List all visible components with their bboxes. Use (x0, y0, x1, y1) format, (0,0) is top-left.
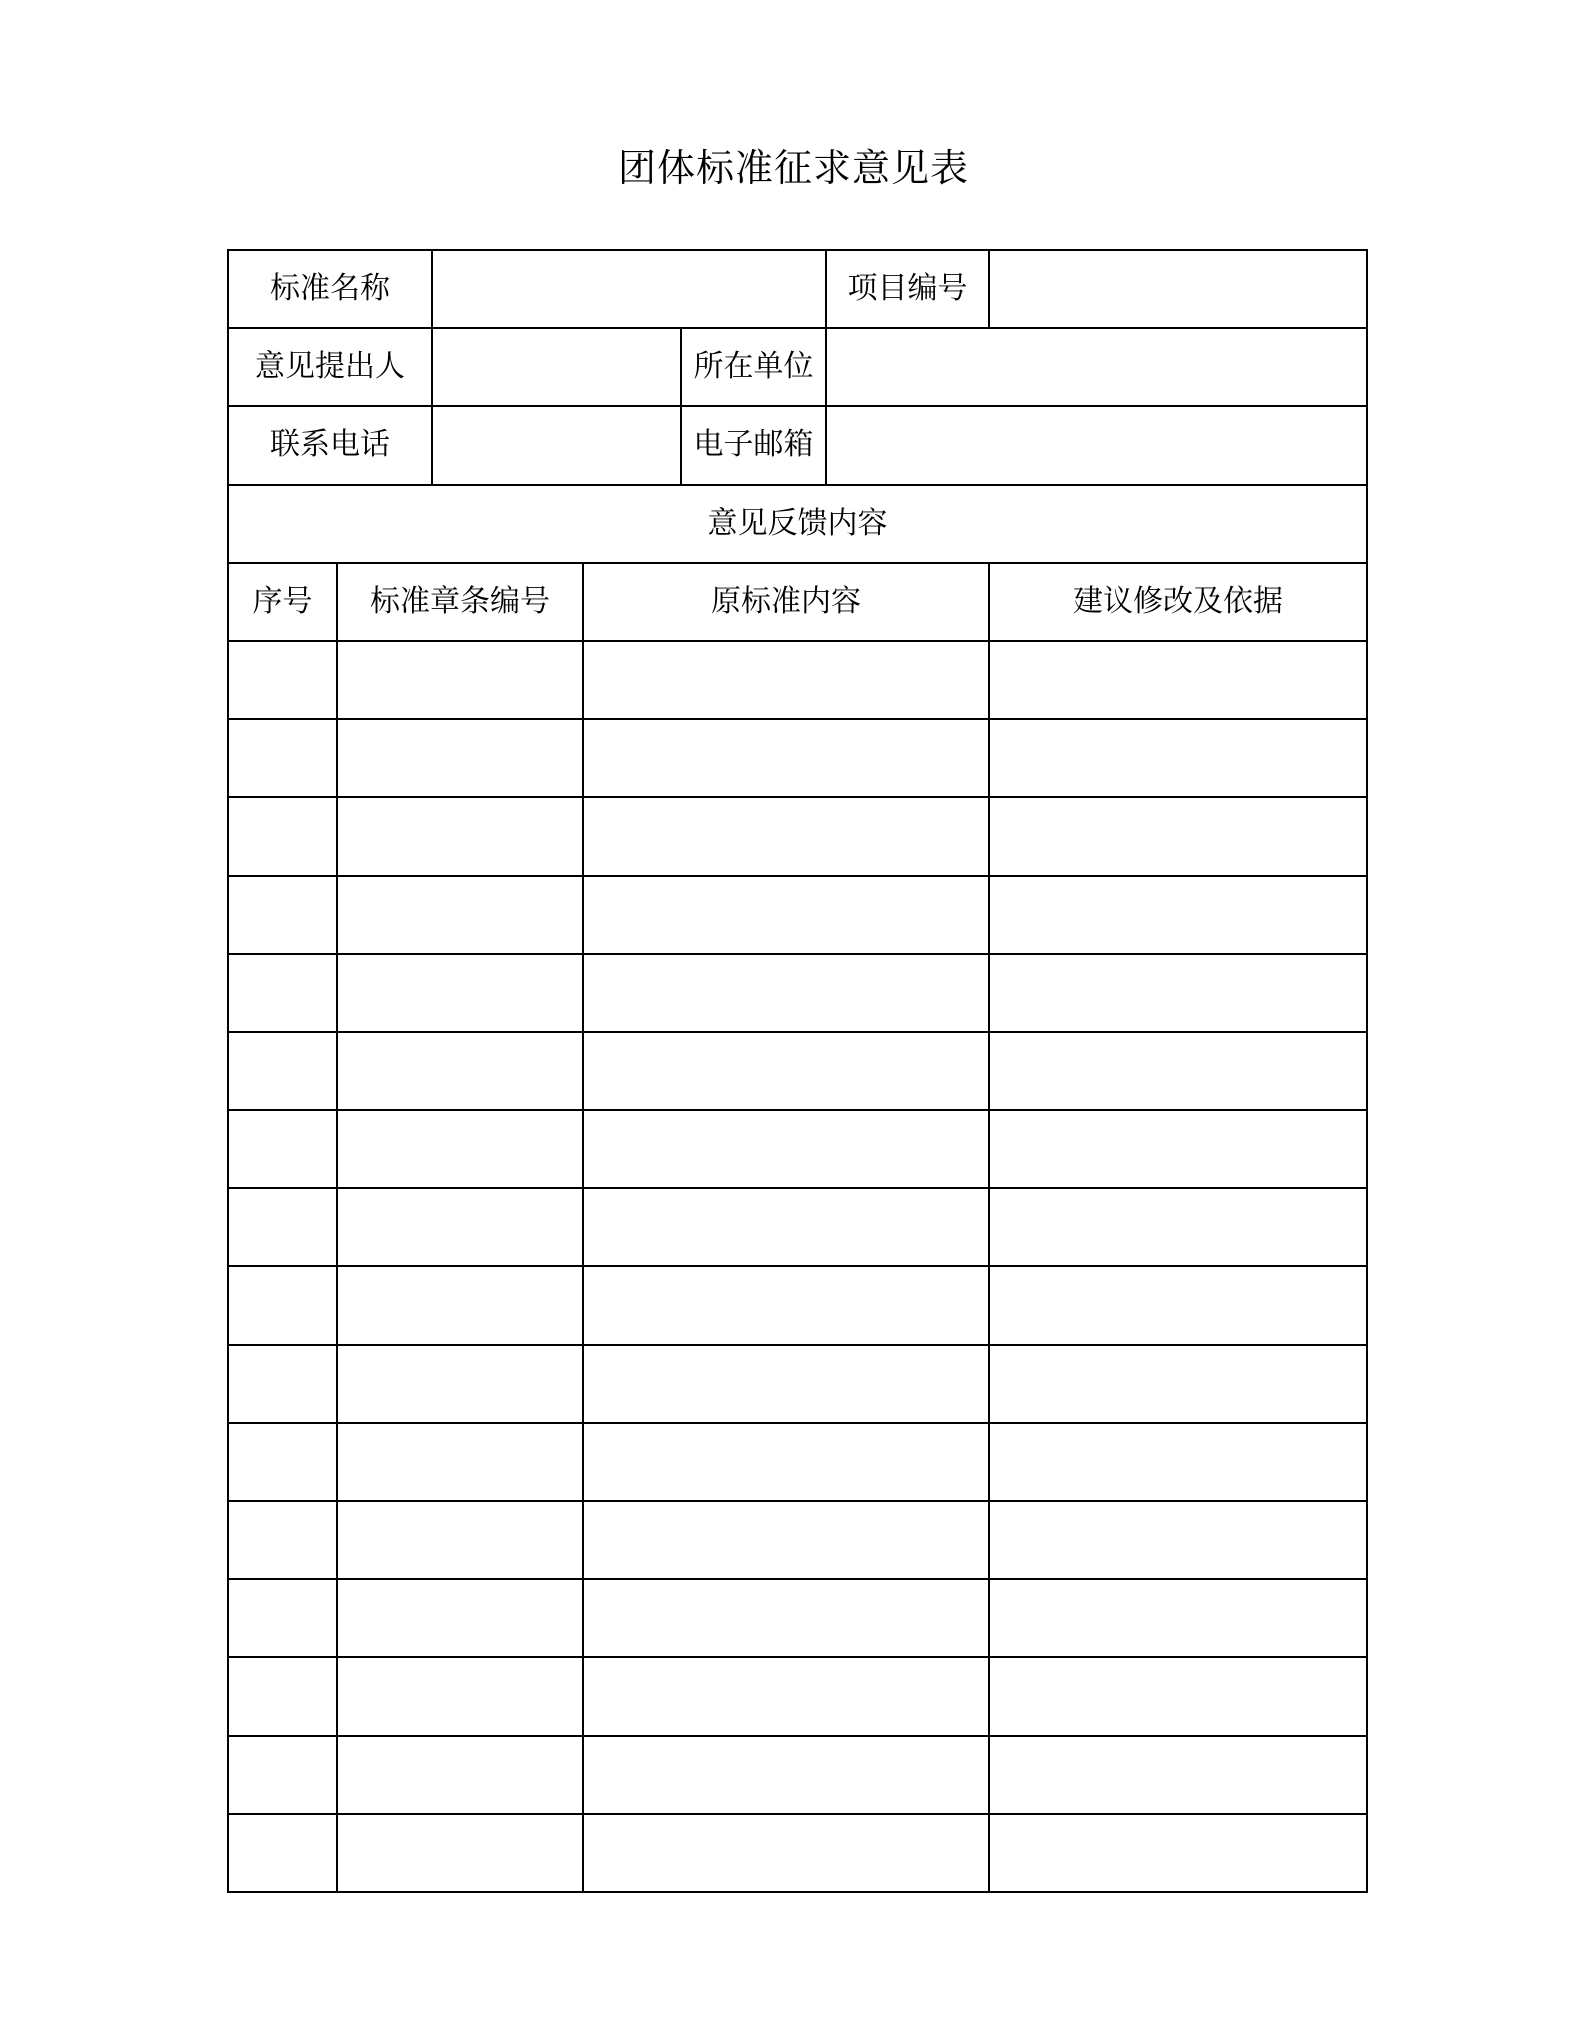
feedback-clause-cell[interactable] (337, 1423, 583, 1501)
feedback-row (228, 1032, 1367, 1110)
feedback-original-cell[interactable] (583, 1345, 989, 1423)
contact-row (228, 406, 1367, 484)
feedback-suggestion-cell[interactable] (989, 1188, 1367, 1266)
feedback-original-cell[interactable] (583, 1032, 989, 1110)
feedback-seq-cell[interactable] (228, 1345, 337, 1423)
feedback-clause-cell[interactable] (337, 1501, 583, 1579)
feedback-row (228, 1345, 1367, 1423)
feedback-row (228, 1423, 1367, 1501)
email-field[interactable] (826, 406, 1367, 484)
feedback-seq-cell[interactable] (228, 1736, 337, 1814)
feedback-seq-cell[interactable] (228, 641, 337, 719)
comment-form-table (227, 249, 1368, 1893)
feedback-row (228, 1110, 1367, 1188)
feedback-suggestion-cell[interactable] (989, 1032, 1367, 1110)
page-title: 团体标准征求意见表 (617, 146, 969, 190)
feedback-original-cell[interactable] (583, 1423, 989, 1501)
feedback-suggestion-cell[interactable] (989, 954, 1367, 1032)
feedback-row (228, 797, 1367, 875)
feedback-original-cell[interactable] (583, 876, 989, 954)
feedback-section-header: 意见反馈内容 (228, 485, 1367, 563)
feedback-clause-cell[interactable] (337, 876, 583, 954)
feedback-original-cell[interactable] (583, 797, 989, 875)
feedback-clause-cell[interactable] (337, 1266, 583, 1344)
feedback-original-cell[interactable] (583, 1110, 989, 1188)
feedback-original-cell[interactable] (583, 1579, 989, 1657)
feedback-seq-cell[interactable] (228, 1657, 337, 1735)
feedback-suggestion-cell[interactable] (989, 1110, 1367, 1188)
proposer-row (228, 328, 1367, 406)
standard-name-row (228, 250, 1367, 328)
feedback-clause-cell[interactable] (337, 1814, 583, 1892)
feedback-clause-cell[interactable] (337, 1736, 583, 1814)
feedback-suggestion-cell[interactable] (989, 1345, 1367, 1423)
feedback-row (228, 1579, 1367, 1657)
project-number-label: 项目编号 (826, 250, 989, 328)
feedback-suggestion-cell[interactable] (989, 1579, 1367, 1657)
feedback-original-cell[interactable] (583, 1188, 989, 1266)
feedback-seq-cell[interactable] (228, 1501, 337, 1579)
feedback-suggestion-cell[interactable] (989, 876, 1367, 954)
feedback-row (228, 1266, 1367, 1344)
standard-name-label: 标准名称 (228, 250, 432, 328)
feedback-row (228, 1501, 1367, 1579)
feedback-original-cell[interactable] (583, 641, 989, 719)
phone-label: 联系电话 (228, 406, 432, 484)
feedback-row (228, 1814, 1367, 1892)
feedback-suggestion-cell[interactable] (989, 1736, 1367, 1814)
proposer-label: 意见提出人 (228, 328, 432, 406)
affiliation-label: 所在单位 (681, 328, 826, 406)
feedback-suggestion-cell[interactable] (989, 1657, 1367, 1735)
feedback-seq-cell[interactable] (228, 1814, 337, 1892)
feedback-row (228, 641, 1367, 719)
feedback-clause-cell[interactable] (337, 1110, 583, 1188)
column-header-seq: 序号 (228, 563, 337, 641)
feedback-seq-cell[interactable] (228, 719, 337, 797)
feedback-original-cell[interactable] (583, 1266, 989, 1344)
feedback-row (228, 1657, 1367, 1735)
feedback-clause-cell[interactable] (337, 797, 583, 875)
feedback-clause-cell[interactable] (337, 641, 583, 719)
feedback-seq-cell[interactable] (228, 1032, 337, 1110)
feedback-suggestion-cell[interactable] (989, 1814, 1367, 1892)
feedback-original-cell[interactable] (583, 719, 989, 797)
feedback-suggestion-cell[interactable] (989, 641, 1367, 719)
feedback-clause-cell[interactable] (337, 719, 583, 797)
feedback-seq-cell[interactable] (228, 876, 337, 954)
feedback-suggestion-cell[interactable] (989, 719, 1367, 797)
feedback-seq-cell[interactable] (228, 1110, 337, 1188)
proposer-field[interactable] (432, 328, 681, 406)
feedback-original-cell[interactable] (583, 1501, 989, 1579)
feedback-suggestion-cell[interactable] (989, 1423, 1367, 1501)
feedback-clause-cell[interactable] (337, 1657, 583, 1735)
column-header-clause: 标准章条编号 (337, 563, 583, 641)
feedback-clause-cell[interactable] (337, 1345, 583, 1423)
feedback-original-cell[interactable] (583, 1814, 989, 1892)
phone-field[interactable] (432, 406, 681, 484)
feedback-original-cell[interactable] (583, 1736, 989, 1814)
feedback-row (228, 719, 1367, 797)
column-header-row (228, 563, 1367, 641)
feedback-seq-cell[interactable] (228, 1266, 337, 1344)
affiliation-field[interactable] (826, 328, 1367, 406)
feedback-original-cell[interactable] (583, 1657, 989, 1735)
feedback-seq-cell[interactable] (228, 954, 337, 1032)
standard-name-field[interactable] (432, 250, 826, 328)
feedback-seq-cell[interactable] (228, 1188, 337, 1266)
feedback-seq-cell[interactable] (228, 797, 337, 875)
feedback-row (228, 1188, 1367, 1266)
email-label: 电子邮箱 (681, 406, 826, 484)
feedback-row (228, 876, 1367, 954)
feedback-suggestion-cell[interactable] (989, 797, 1367, 875)
column-header-original: 原标准内容 (583, 563, 989, 641)
feedback-section-row (228, 485, 1367, 563)
project-number-field[interactable] (989, 250, 1367, 328)
feedback-seq-cell[interactable] (228, 1579, 337, 1657)
feedback-clause-cell[interactable] (337, 1188, 583, 1266)
feedback-row (228, 1736, 1367, 1814)
column-header-suggestion: 建议修改及依据 (989, 563, 1367, 641)
feedback-clause-cell[interactable] (337, 1032, 583, 1110)
feedback-original-cell[interactable] (583, 954, 989, 1032)
feedback-row (228, 954, 1367, 1032)
feedback-seq-cell[interactable] (228, 1423, 337, 1501)
feedback-clause-cell[interactable] (337, 1579, 583, 1657)
feedback-suggestion-cell[interactable] (989, 1501, 1367, 1579)
feedback-clause-cell[interactable] (337, 954, 583, 1032)
feedback-suggestion-cell[interactable] (989, 1266, 1367, 1344)
